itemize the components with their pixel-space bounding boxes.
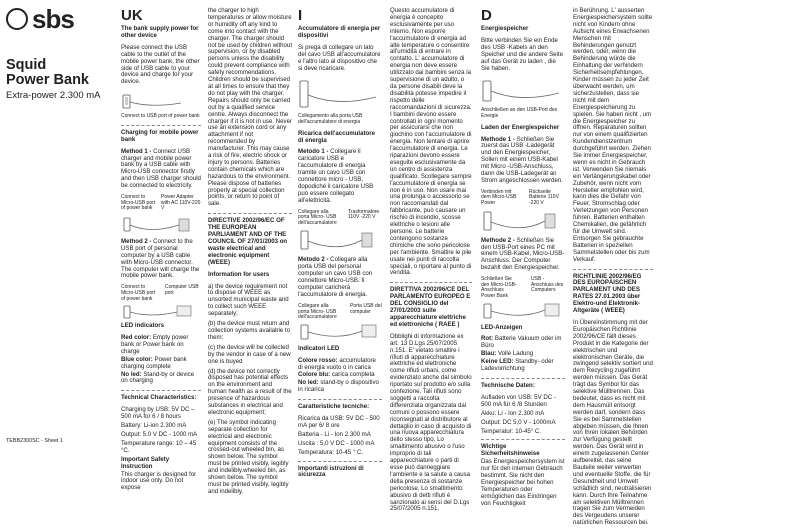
de-caption-2a: Verbinden mit dem Micro-USB Power xyxy=(481,188,517,207)
computer-usb-icon xyxy=(481,302,565,322)
uk-column-1 xyxy=(121,6,201,497)
uk-info-heading: Information for users xyxy=(208,270,270,278)
de-method2-text: Schließen Sie den USB-Port eines PC mit einem USB-Kabel, Micro-USB-Anschluss. Der Computer bezahlt den Energiespeicher. xyxy=(481,236,565,272)
uk-weee-d: (d) the device not correctly disposed has potential effects on the environment and human health as a result of the presence of hazardous substances in electrical and electronic equipment; xyxy=(208,367,292,416)
uk-weee-heading: DIRECTIVE 2002/96/EC OF THE EUROPEAN PARLIAMENT AND OF THE COUNCIL OF 27/01/2003 on waste electrical and electronic equipment (WEEE) xyxy=(208,217,288,266)
it-method1-text: Collegare il caricatore USB e l'accumulatore di energia tramite un cavo USB con connettore micro - USB, dopodiché il caricatore USB può essere collegato all'elettricità. xyxy=(298,148,374,204)
it-heading-led: Indicatori LED xyxy=(298,344,340,352)
de-led-red-text: Batterie Vakuum oder im Büro xyxy=(481,335,562,350)
uk-caption-1: Connect to USB port of power bank xyxy=(121,113,200,120)
uk-heading-charging: Charging for mobile power bank xyxy=(121,128,199,143)
uk-caption-3a: Connect to Micro-USB port of power bank xyxy=(121,284,156,302)
computer-illustration xyxy=(121,304,201,320)
it-weee-heading: DIRETTIVA 2002/96/CE DEL PARLAMENTO EUROPEO E DEL CONSIGLIO del 27/01/2003 sulle apparecchiature elettriche ed elettroniche ( RAEE ) xyxy=(390,286,471,328)
power-adapter-icon xyxy=(121,214,199,236)
uk-tech-temp: Temperature range: 10 – 45 °C. xyxy=(121,439,197,454)
divider xyxy=(208,213,292,214)
lang-heading-it: I xyxy=(298,7,303,24)
uk-method2-text: Connect to the USB port of personal computer by a USB cable with Micro-USB connector. The computer will charge the mobile power bank. xyxy=(121,237,200,280)
de-column-2 xyxy=(573,8,653,532)
uk-method2-label: Method 2 - xyxy=(121,237,154,245)
power-adapter-icon xyxy=(481,209,565,235)
uk-weee-a: a) the device requirement not to dispose of WEEE as unsorted municipal waste and to collect such WEEE separately; xyxy=(208,282,289,318)
it-tech-output: Uscita : 5,0 V DC - 1000 mA xyxy=(298,439,375,447)
de-heading-led: LED-Anzeigen xyxy=(481,323,523,331)
it-heading-charging: Ricarica dell'accumulatore di energia xyxy=(298,129,375,144)
it-method2-label: Metodo 2 - xyxy=(298,256,331,264)
de-tech-charging: Aufladen von USB: 5V DC - 500 mA für 6 /8 Stunden xyxy=(481,393,556,408)
uk-caption-2a: Connect to Micro-USB port of power bank xyxy=(121,194,156,212)
it-tech-battery: Batteria - Li - Ion 2.300 mA xyxy=(298,430,371,438)
uk-text-supply: Please connect the USB cable to the outlet of the mobile power bank, the other side of USB cable to your device and charge for your device. xyxy=(121,43,200,86)
lang-heading-uk: UK xyxy=(121,7,143,24)
de-text-supply: Bitte verbinden Sie ein Ende des USB -Kabels an den Speicher und die andere Seite auf das Gerät zu laden , die Sie haben. xyxy=(481,36,563,72)
it-caption-3b: Porta USB del computer xyxy=(350,302,382,315)
it-heading-supply: Accumulatore di energia per dispositivi xyxy=(298,25,381,39)
divider xyxy=(390,282,472,283)
divider xyxy=(298,399,382,400)
power-bank-illustration xyxy=(481,77,565,105)
lang-heading-de: D xyxy=(481,7,492,24)
sheet-footer: TEBB2300SC - Sheet 1 xyxy=(6,438,63,444)
product-heading xyxy=(6,58,106,102)
uk-heading-led: LED indicators xyxy=(121,322,165,330)
charger-illustration xyxy=(121,214,201,236)
de-tech-temp: Temperatur: 10-45° C. xyxy=(481,427,542,435)
de-method1-label: Methode 1 - xyxy=(481,135,517,143)
de-heading-tech: Technische Daten: xyxy=(481,382,535,389)
power-bank-illustration xyxy=(121,91,201,111)
divider xyxy=(481,439,565,440)
divider xyxy=(121,125,201,126)
charger-illustration xyxy=(481,209,565,235)
de-caption-2b: Rückseite Batterie 110V -220 V xyxy=(529,188,559,207)
de-led-none-text: Standby- oder Ladevorrichtung xyxy=(481,358,554,373)
de-led-red-label: Rot: xyxy=(481,335,495,343)
de-safety-text-cont: in Berührung. L' ausserten Energiespeichersystem sollte nicht von Kindern ohne Aufsicht eines Erwachsenen Menschen mit Behinderungen genutzt werden, oder, wenn die Behinderung würde die Einhaltung der verhindern Sicherheitsempfehlungen. Kinder müssen zu jeder Zeit überwacht werden, um sicherzustellen, dass sie nicht mit dem Energiespeicherung zu spielen. Sie haben nicht , um die Energiespeicher zu öffnen. Reparaturen sollten nur von einem qualifizierten Kundendienstzentrum durchgeführt werden. Ziehen Sie immer Energiespeicher, wenn es nicht in Gebrauch ist. Verwenden Sie niemals ein Verlängerungskabel oder Zubehör, wenn nicht vom Hersteller empfohlen wird, kann dies die Gefahr von Feuer, Stromschlag oder Verletzungen von Personen führen. Batterien enthalten Chemikalien, die gefährlich für die Umwelt sind. Entsorgen Sie gebrauchte Batterien in speziellen Sammelstellen oder bis zum Verkauf. xyxy=(573,7,653,263)
uk-heading-supply: The bank supply power for other device xyxy=(121,25,199,39)
logo-text: sbs xyxy=(32,4,74,34)
uk-led-blue-text: Power bank charging complete xyxy=(121,355,187,370)
uk-led-none-label: No led: xyxy=(121,370,144,378)
uk-weee-c: (c) the device will be collected by the vendor in case of a new one is buyed xyxy=(208,343,291,365)
charger-illustration xyxy=(298,228,382,254)
it-heading-tech: Caratteristiche tecniche: xyxy=(298,403,370,411)
de-heading-charging: Laden der Energiespeicher xyxy=(481,123,560,131)
uk-safety-text: This charger is designed for indoor use only. Do not expose xyxy=(121,470,197,492)
it-method1-label: Metodo 1 - xyxy=(298,148,331,156)
de-method1-text: Schließen Sie zuerst das USB -Ladegerät und den Energiespeicher, Sollen mit einem USB-Kabel mit Micro -USB-Anschluss, dann die USB-Ladegerät an Strom angeschlossen werden. xyxy=(481,135,563,184)
it-safety-text: Questo accumulatore di energia è concepito esclusivamente per uso interno. Non esporre l'accumulatore di energia ad alte temperature o consentire all'umidità di entrare in contatto. L' accumulatore di energia non deve essere utilizzato dai bambini senza la supervisione di un adulto, o da persone disabili deve la disabilità potesse impedire il rispetto delle raccomandazioni di sicurezza. I bambini devono essere controllati in ogni momento per assicurarsi che non giochino con l'accumulatore di energia. Non tentare di aprire l'accumulatore di energia. Le riparazioni devono essere eseguite esclusivamente da un centro di assistenza qualificato. Scollegare sempre l'accumulatore di energia se non è in uso. Non usare mai una prolunga o accessorio se non raccomandati dal fabbricante, può causare un rischio di incendio, scosse elettriche o lesioni alle persone. Le batterie contengono sostanze chimiche che sono pericolose per l'ambiente. Smaltire le pile usate nei punti di raccolta speciali, o riportare al punto di vendita. xyxy=(390,7,472,277)
it-weee-text: Obblighi di informazione ex art. 13 D.Lgs 25/07/2005 n.151. E' vietato smaltire i rifiuti di apparecchiature elettriche ed elettroniche come rifiuti urbani, come evidenziato anche dal simbolo riportato sul prodotto e/o sulla confezione. Tali rifiuti sono soggetti a raccolta differenziata organizzata dai comuni o possono essere riconsegnati al distributore al dettaglio in caso di acquisto di una nuova apparecchiatura dello stesso tipo. Lo smaltimento abusivo o l'uso improprio di tali apparecchiature o parti di esse può danneggiare l'ambiente e la salute a causa della presenza di sostanze pericolose. Lo smaltimento abusivo di detti rifiuti è sanzionato ai sensi del D.Lgs 25/07/2005 n.151. xyxy=(390,332,472,513)
power-adapter-icon xyxy=(298,228,382,254)
product-title: Squid Power Bank xyxy=(6,57,89,88)
uk-heading-safety: Important Safety Instruction xyxy=(121,455,170,470)
it-caption-1: Collegamento alla porta USB dell'accumulatore di energia xyxy=(298,113,363,126)
de-caption-3b: USB -Anschluss des Computers xyxy=(531,276,564,294)
uk-weee-b: (b) the device must return and collection systems available to them; xyxy=(208,320,290,341)
uk-led-red-text: Empty power bank or Power bank on charge xyxy=(121,334,189,355)
uk-led-red-label: Red color: xyxy=(121,334,153,341)
de-tech-battery: Akku: Li - Ion 2.300 mA xyxy=(481,409,545,417)
uk-tech-battery: Battery: Li-ion 2.300 mA xyxy=(121,422,187,430)
de-weee-text: In Übereinstimmung mit der Europäischen Richtlinie 2002/96/CE fällt dieses Produkt in die Kategorie der elektrischen und elektronischen Geräte, die zwingend selektiv sortiert und dem Recycling zugeführt werden müssen. Das Gerät trägt das Symbol für das selektive Mülltrennen. Das bedeutet, dass es nicht mit dem Hausmüll entsorgt werden darf, sondern dass Sie es bei Sammelstellen abgeben müssen, die Ihnen von Ihren lokalen Behörden zur Verfügung gestellt werden. Das Gerät wird in einem zugelassenen Center aufbereitet, das seine Bauteile weiter verwerten und eventuelle Stoffe, die für Gesundheit und Umwelt schädlich sind, neutralisieren kann. Durch Ihre Teilnahme am selektiven Mülltrennen tragen Sie zum Vermeiden des Vergeudens unserer natürlichen Ressourcen bei. xyxy=(573,318,653,527)
de-weee-heading: RICHTLINIE 2002/96/EG DES EUROPÄISCHEN PARLAMENT UND DES RATES 27.01.2003 über Elektro-und Elektronik-Altgeräte ( WEEE) xyxy=(573,272,642,315)
de-caption-3a: Schließen Sie den Micro-USB-Anschluss Power Bank xyxy=(481,276,517,299)
de-method2-label: Methode 2 - xyxy=(481,236,517,244)
usb-cable-icon xyxy=(481,77,565,105)
uk-method1-text: Connect USB charger and mobile power bank by a USB cable with Micro-USB connector firstly and then USB charger should be connected to electricity. xyxy=(121,147,201,190)
it-led-red-text: accumulatore di energia vuoto o in carica xyxy=(298,356,376,371)
de-led-none-label: Keine LED: xyxy=(481,358,516,366)
de-led-blue-label: Blau: xyxy=(481,350,498,358)
uk-method1-label: Method 1 - xyxy=(121,147,154,155)
computer-illustration xyxy=(298,323,382,343)
it-tech-charging: Ricarica da USB: 5V DC - 500 mA per 6/ 8 ore xyxy=(298,415,380,429)
it-column-1 xyxy=(298,6,382,484)
computer-usb-icon xyxy=(121,304,199,320)
de-led-blue-text: Volle Ladung xyxy=(497,350,534,358)
computer-usb-icon xyxy=(298,323,382,343)
it-heading-safety: Importanti istruzioni di sicurezza xyxy=(298,464,364,479)
it-column-2 xyxy=(390,8,472,518)
it-method2-text: Collegare alla porta USB del personal computer un cavo USB con connettore Micro-USB. Il computer caricherà l'accumulatore di energia. xyxy=(298,256,373,298)
it-led-red-label: Colore rosso: xyxy=(298,356,340,364)
divider xyxy=(573,269,653,270)
de-heading-safety: Wichtige Sicherheitshinweise xyxy=(481,443,540,458)
it-tech-temp: Temperatura: 10-45 ° C. xyxy=(298,448,364,456)
uk-column-2 xyxy=(208,8,292,501)
it-caption-3a: Collegare alla porta Micro- USB dell'accumulatore xyxy=(298,302,337,321)
uk-tech-charging: Charging by USB: 5V DC – 500 mA for 6 / 8 hours xyxy=(121,406,195,421)
it-caption-2a: Collegare alla porta Micro- USB dell'accumulatore xyxy=(298,208,337,226)
it-led-none-text: stand-by o dispositivo in ricarica xyxy=(298,379,379,394)
uk-caption-3b: Computer USB port xyxy=(165,284,199,296)
it-led-none-label: No led: xyxy=(298,379,321,387)
divider xyxy=(481,378,565,379)
it-led-blue-text: carica completa xyxy=(331,371,375,379)
it-led-blue-label: Colore blu: xyxy=(298,371,332,379)
computer-illustration xyxy=(481,302,565,322)
de-safety-text: Das Energiespeichersystem ist nur für den internen Gebrauch bestimmt. Sie nicht den Energiespeicher bei hohen Temperaturen oder ermöglichen das Eindringen von Feuchtigkeit xyxy=(481,458,565,507)
power-bank-illustration xyxy=(298,77,382,111)
divider xyxy=(121,390,201,391)
uk-weee-e: (e) The symbol indicating separate collection for electrical and electronic equipment consists of the crossed-out wheeled bin, as shown below. The symbol must be printed visibly, legibly and indelibly.wheeled bin, as shown below. The symbol must be printed visibly, legibly and indelibly. xyxy=(208,418,289,495)
usb-cable-icon xyxy=(121,91,199,111)
uk-led-none-text: Stand-by or device on charging xyxy=(121,370,195,385)
de-heading-supply: Energiespeicher xyxy=(481,25,529,32)
uk-tech-output: Output: 5.0 V DC - 1000 mA xyxy=(121,430,198,438)
uk-heading-tech: Technical Characteristics: xyxy=(121,394,197,402)
it-caption-2b: Trasformatore 110V -220 V xyxy=(348,208,380,221)
product-subtitle: Extra-power 2.300 mA xyxy=(6,90,101,101)
de-tech-output: Output: DC 5,0 V - 1000mA xyxy=(481,418,556,426)
uk-led-blue-label: Blue color: xyxy=(121,355,155,363)
logo-circle-icon xyxy=(6,8,28,30)
de-caption-1: Anschließen an den USB-Port des Energie xyxy=(481,107,558,120)
it-text-supply: Si prega di collegare un lato del cavo USB all'accumulatore e l'altro lato al dispositivo che si deve ricaricare. xyxy=(298,43,381,72)
uk-safety-text-cont: the charger to high temperatures or allow moisture or humidity off any kind to come into contact with the charger. The charger should not be used by children without supervision, or by disabled persons unless the disability could prevent compliance with safety recommendations. Children should be supervised at all times to ensure that they do not play with the charger. Repairs should only be carried out by a qualified service centre. Always disconnect the charger if it is not in use. Never use an extension cord or any attachment if not recommended by manufacturer. This may cause a risk of fire, electric shock or injury to persons. Batteries contain chemicals which are hazardous to the environment. Please dispose of batteries properly at special collection points, or return to point of sale. xyxy=(208,7,293,208)
uk-caption-2b: Power Adapter with AC 110V-220 V xyxy=(161,194,201,212)
usb-cable-icon xyxy=(298,77,382,111)
divider xyxy=(298,461,382,462)
de-column-1 xyxy=(481,6,565,513)
brand-logo xyxy=(6,6,74,32)
